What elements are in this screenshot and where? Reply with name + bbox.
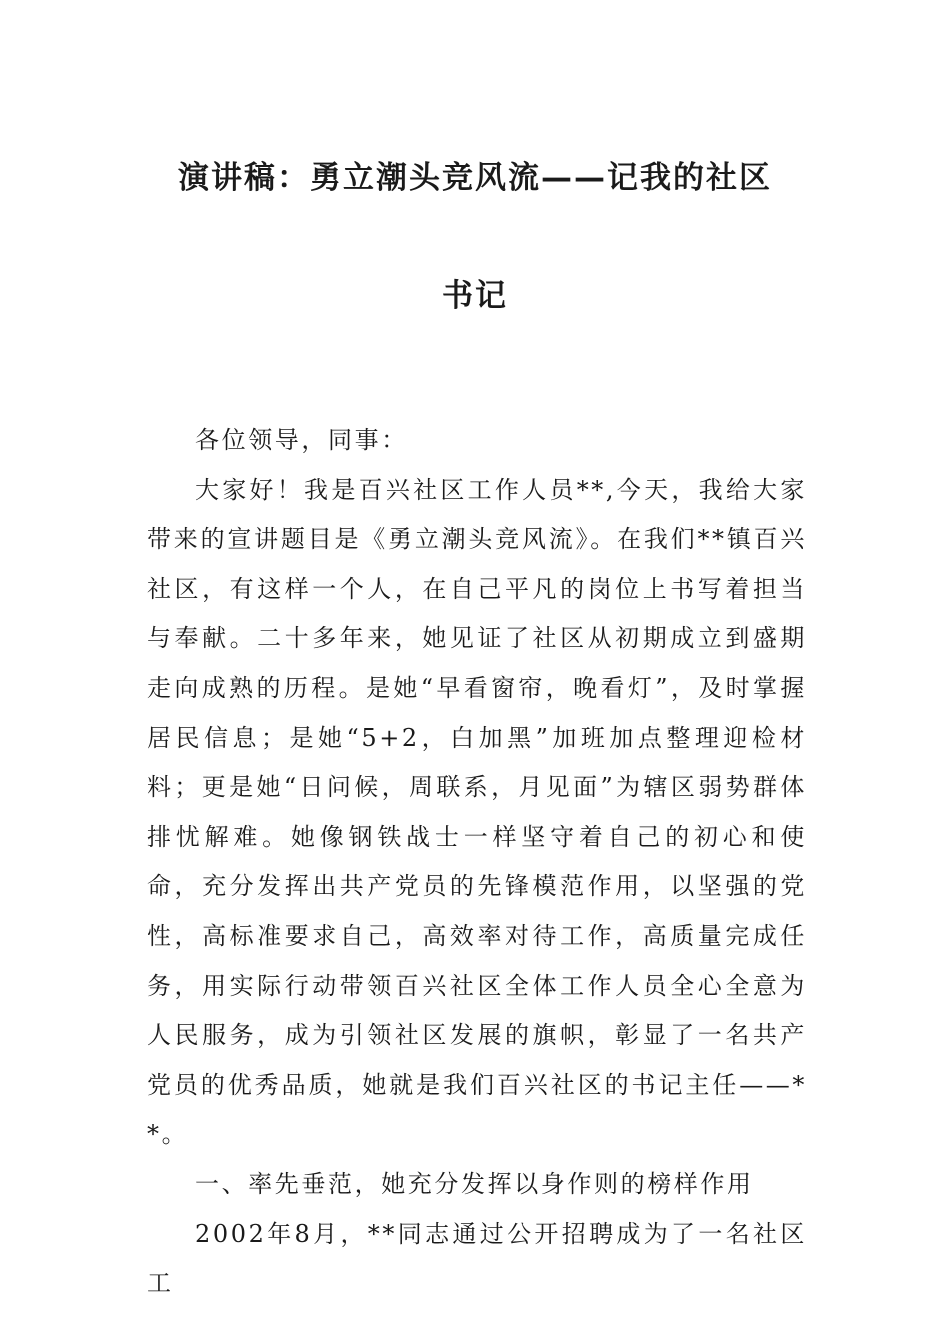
body-paragraph-intro: 大家好！我是百兴社区工作人员**,今天，我给大家带来的宣讲题目是《勇立潮头竞风流》。在我们**镇百兴社区，有这样一个人，在自己平凡的岗位上书写着担当与奉献。二十多年来，她见证了社区从初期成立到盛期走向成熟的历程。是她“早看窗帘，晚看灯”，及时掌握居民信息；是她“5+2，白加黑”加班加点整理迎检材料；更是她“日问候，周联系，月见面”为辖区弱势群体排忧解难。她像钢铁战士一样坚守着自己的初心和使命，充分发挥出共产党员的先锋模范作用，以坚强的党性，高标准要求自己，高效率对待工作，高质量完成任务，用实际行动带领百兴社区全体工作人员全心全意为人民服务，成为引领社区发展的旗帜，彰显了一名共产党员的优秀品质，她就是我们百兴社区的书记主任——**。	[147, 475, 807, 1149]
section-heading-1: 一、率先垂范，她充分发挥以身作则的榜样作用	[195, 1169, 754, 1198]
salutation: 各位领导，同事：	[195, 426, 408, 454]
body-paragraph-section-1: 2002年8月，**同志通过公开招聘成为了一名社区工	[147, 1219, 807, 1298]
document-body	[147, 416, 807, 1309]
document-title-line-2: 书记	[442, 278, 508, 314]
document-title-line-1: 演讲稿：勇立潮头竞风流——记我的社区	[178, 160, 772, 196]
